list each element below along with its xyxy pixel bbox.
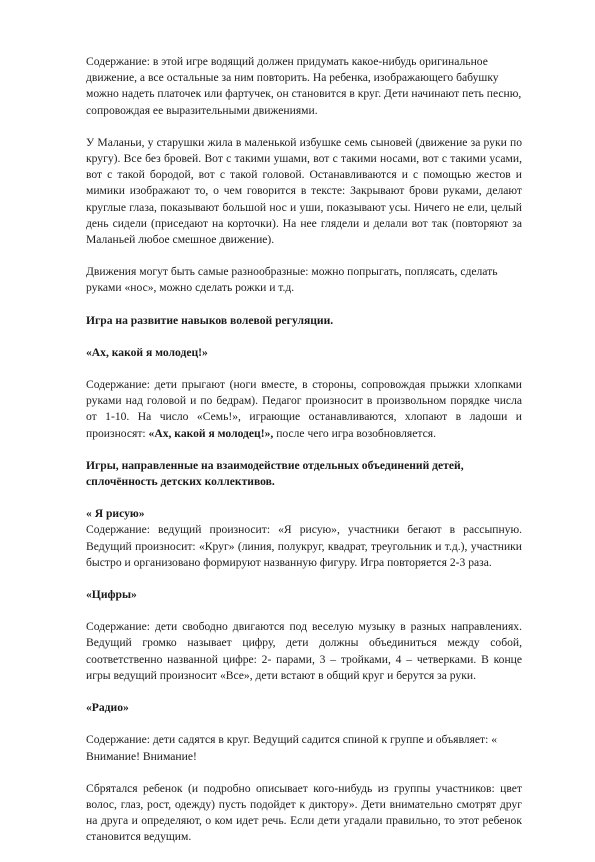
molodets-phrase: «Ах, какой я молодец!», [148,426,274,440]
heading-volitional-regulation: Игра на развитие навыков волевой регуляции. [86,313,334,327]
paragraph-tsifry-content: Содержание: дети свободно двигаются под веселую музыку в разных направлениях. Ведущий громко называет цифру, дети должны объединиться между собой, соответственно названной цифре: 2- парами, 3 – тройками, 4 – четверками. В конце игры ведущий произносит «Все», дети встают в общий круг и берутся за руки. [86,620,522,682]
molodets-text: Содержание: дети прыгают (ноги вместе, в стороны, сопровождая прыжки хлопками руками над головой и по бедрам). Педагог произносит в произвольном порядке числа от 1-10. На число «Семь!», играющие останавливаются, хлопают в ладоши и произносят: [86,378,522,440]
heading-game-radio: «Радио» [86,701,129,715]
paragraph-game-description: Содержание: в этой игре водящий должен придумать какое-нибудь оригинальное движение, а все остальные за ним повторить. На ребенка, изображающего бабушку можно надеть платочек или фартучек, он становится в круг. Дети начинают петь песню, сопровождая ее выразительными движениями. [86,55,522,117]
paragraph-movements: Движения могут быть самые разнообразные: можно попрыгать, поплясать, сделать руками «нос», можно сделать рожки и т.д. [86,265,498,295]
heading-interaction-games: Игры, направленные на взаимодействие отдельных объединений детей, сплочённость детских коллективов. [86,458,464,489]
paragraph-radio-continuation: Сбрятался ребенок (и подробно описывает кого-нибудь из группы участников: цвет волос, глаз, рост, одежду) пусть подойдет к диктору». Дети внимательно смотрят друг на друга и определяют, о ком идет речь. Если дети угадали правильно, то этот ребенок становится ведущим. [86,781,522,844]
heading-game-ya-risuyu: « Я рисую» [86,507,145,521]
paragraph-molodets-content [86,377,522,442]
heading-game-tsifry: «Цифры» [86,588,137,602]
paragraph-radio-content: Содержание: дети садятся в круг. Ведущий садится спиной к группе и объявляет: « Внимание! Внимание! [86,733,498,763]
molodets-text-end: после чего игра возобновляется. [273,426,436,440]
heading-game-molodets: «Ах, какой я молодец!» [86,345,208,359]
paragraph-ya-risuyu-content: Содержание: ведущий произносит: «Я рисую», участники бегают в рассыпную. Ведущий произносит: «Круг» (линия, полукруг, квадрат, треугольник и т.д.), участники быстро и организовано формируют названную фигуру. Игра повторяется 2-3 раза. [86,523,522,569]
document-page [86,54,522,862]
paragraph-malanya-song: У Маланьи, у старушки жила в маленькой избушке семь сыновей (движение за руки по кругу). Все без бровей. Вот с такими ушами, вот с такими носами, вот с такими усами, вот с такой бородой, вот с такой головой. Останавливаются и с помощью жестов и мимики изображают то, о чем говорится в тексте: Закрывают брови руками, делают круглые глаза, показывают большой нос и уши, показывают усы. Ничего не ели, целый день сидели (приседают на корточки). На нее глядели и делали вот так (повторяют за Маланьей любое смешное движение). [86,135,522,247]
